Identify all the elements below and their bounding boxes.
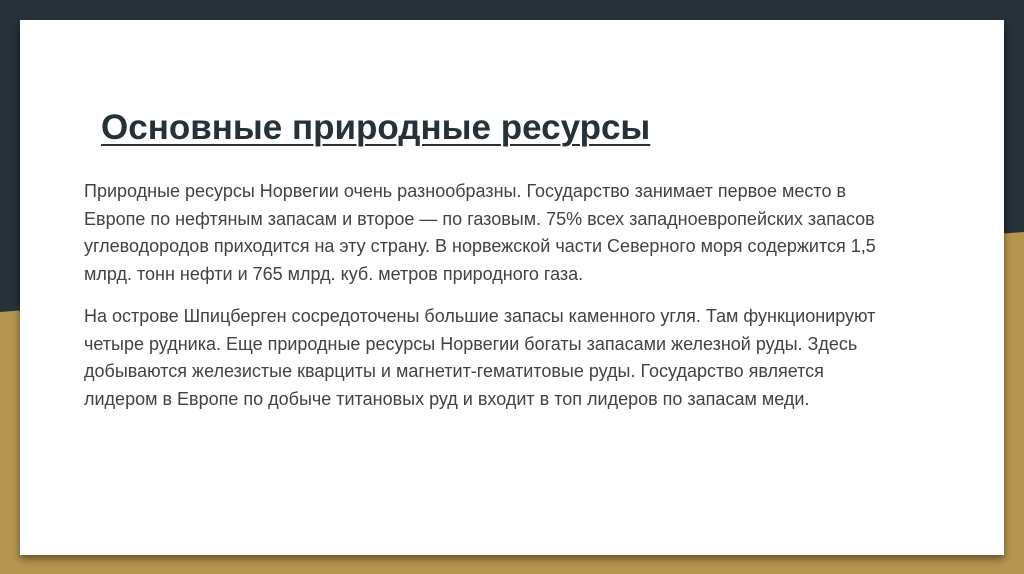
slide-body <box>84 178 894 428</box>
body-paragraph-1: Природные ресурсы Норвегии очень разнообразны. Государство занимает первое место в Европе по нефтяным запасам и второе — по газовым. 75% всех западноевропейских запасов углеводородов приходится на эту страну. В норвежской части Северного моря содержится 1,5 млрд. тонн нефти и 765 млрд. куб. метров природного газа. <box>84 181 876 284</box>
slide-card <box>20 20 1004 555</box>
slide-title: Основные природные ресурсы <box>101 108 651 147</box>
body-paragraph-2: На острове Шпицберген сосредоточены большие запасы каменного угля. Там функционируют четыре рудника. Еще природные ресурсы Норвегии богаты запасами железной руды. Здесь добываются железистые кварциты и магнетит-гематитовые руды. Государство является лидером в Европе по добыче титановых руд и входит в топ лидеров по запасам меди. <box>84 306 876 409</box>
